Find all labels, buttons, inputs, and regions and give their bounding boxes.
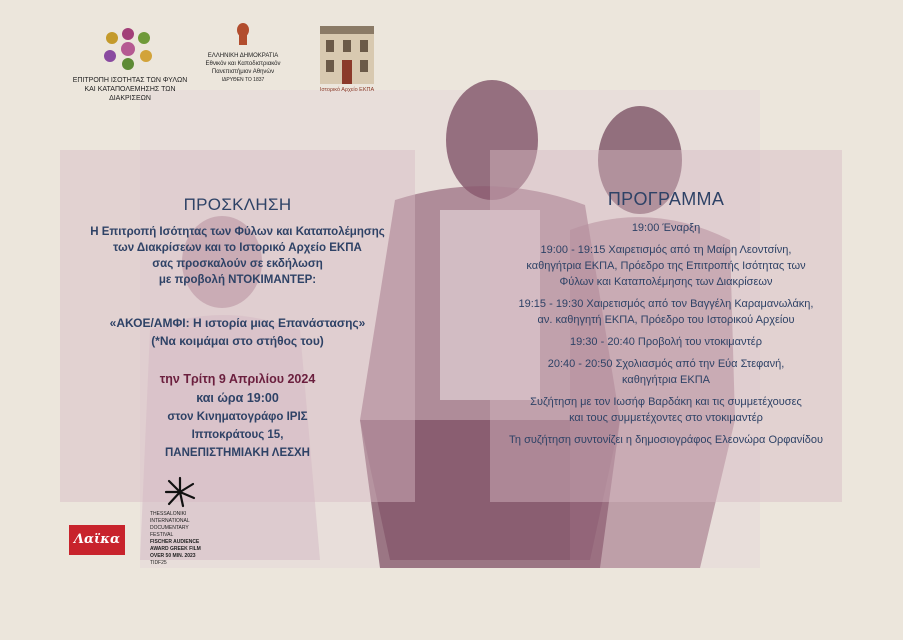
program-item-discussion-line-1: Συζήτηση με τον Ιωσήφ Βαρδάκη και τις συμμετέχουσες — [530, 396, 802, 408]
equality-caption-line1: ΕΠΙΤΡΟΠΗ ΙΣΟΤΗΤΑΣ ΤΩΝ ΦΥΛΩΝ — [72, 77, 188, 84]
festival-line-6: OVER 50 MIN. 2023 — [150, 553, 196, 559]
university-caption-line4: ΙΔΡΥΘΕΝ ΤΟ 1837 — [221, 77, 265, 83]
program-item-commentary-line-2: καθηγήτρια ΕΚΠΑ — [622, 374, 710, 386]
film-subtitle: (*Να κοιμάμαι στο στήθος του) — [151, 334, 324, 348]
program-item-welcome-1-line-1: 19:00 - 19:15 Χαιρετισμός από τη Μαίρη Λεοντσίνη, — [540, 244, 792, 256]
university-emblem-icon — [236, 22, 250, 51]
invitation-body — [60, 224, 415, 288]
festival-line-5: AWARD GREEK FILM — [150, 546, 201, 552]
film-title: «ΑΚΟΕ/ΑΜΦΙ: Η ιστορία μιας Επανάστασης» — [109, 316, 366, 330]
program-item-welcome-1-line-2: καθηγήτρια ΕΚΠΑ, Πρόεδρο της Επιτροπής Ισότητας των — [526, 260, 806, 272]
university-caption — [196, 52, 290, 84]
program-item-screening: 19:30 - 20:40 Προβολή του ντοκιμαντέρ — [570, 336, 762, 348]
invitation-line-4: με προβολή ΝΤΟΚΙΜΑΝΤΕΡ: — [158, 274, 317, 286]
program-item-welcome-2-line-2: αν. καθηγητή ΕΚΠΑ, Πρόεδρο του Ιστορικού Αρχείου — [537, 314, 795, 326]
university-caption-line2: Εθνικόν και Καποδιστριακόν — [205, 61, 281, 67]
program-item-opening: 19:00 Έναρξη — [631, 222, 701, 234]
festival-line-3: DOCUMENTARY FESTIVAL — [150, 525, 189, 538]
festival-line-4: FISCHER AUDIENCE — [150, 539, 200, 545]
laika-logo-text: Λαϊκα — [73, 532, 121, 547]
equality-caption-line2: ΚΑΙ ΚΑΤΑΠΟΛΕΜΗΣΗΣ ΤΩΝ ΔΙΑΚΡΙΣΕΩΝ — [84, 86, 176, 102]
invitation-title: ΠΡΟΣΚΛΗΣΗ — [183, 195, 292, 214]
event-address: Ιπποκράτους 15, — [191, 429, 284, 441]
equality-committee-logo — [100, 26, 158, 72]
laika-logo — [69, 525, 125, 555]
archive-caption: Ιστορικό Αρχείο ΕΚΠΑ — [319, 87, 375, 93]
event-place: ΠΑΝΕΠΙΣΤΗΜΙΑΚΗ ΛΕΣΧΗ — [165, 447, 310, 459]
university-caption-line3: Πανεπιστήμιον Αθηνών — [211, 69, 275, 75]
invitation-line-1: Η Επιτροπή Ισότητας των Φύλων και Καταπολέμησης — [90, 226, 385, 238]
program-item-commentary-line-1: 20:40 - 20:50 Σχολιασμός από την Εύα Στεφανή, — [547, 358, 785, 370]
program-item-moderator: Τη συζήτηση συντονίζει η δημοσιογράφος Ελεονώρα Ορφανίδου — [509, 434, 823, 446]
program-list — [490, 220, 842, 448]
event-venue: στον Κινηματογράφο ΙΡΙΣ — [167, 411, 308, 423]
program-item-welcome-1-line-3: Φύλων και Καταπολέμησης των Διακρίσεων — [559, 276, 773, 288]
festival-line-2: INTERNATIONAL — [150, 518, 190, 524]
invitation-line-3: σας προσκαλούν σε εκδήλωση — [152, 258, 323, 270]
invitation-line-2: των Διακρίσεων και το Ιστορικό Αρχείο ΕΚΠΑ — [113, 242, 362, 254]
program-item-welcome-2-line-1: 19:15 - 19:30 Χαιρετισμός από τον Βαγγέλη Καραμανωλάκη, — [518, 298, 814, 310]
festival-caption — [150, 511, 212, 567]
equality-committee-caption — [68, 76, 192, 103]
film-block — [60, 314, 415, 350]
program-title: ΠΡΟΓΡΑΜΜΑ — [607, 189, 725, 209]
archive-building-icon — [318, 24, 376, 89]
flower-emblem-icon — [100, 26, 158, 72]
event-date: την Τρίτη 9 Απριλίου 2024 — [159, 372, 316, 386]
festival-line-7: TIDF25 — [150, 560, 167, 566]
event-time: και ώρα 19:00 — [196, 391, 279, 405]
program-item-discussion-line-2: και τους συμμετέχοντες στο ντοκιμαντέρ — [569, 412, 763, 424]
event-details — [60, 370, 415, 462]
university-caption-line1: ΕΛΛΗΝΙΚΗ ΔΗΜΟΚΡΑΤΙΑ — [207, 53, 279, 59]
festival-line-1: THESSALONIKI — [150, 511, 187, 517]
festival-star-icon — [163, 476, 197, 513]
